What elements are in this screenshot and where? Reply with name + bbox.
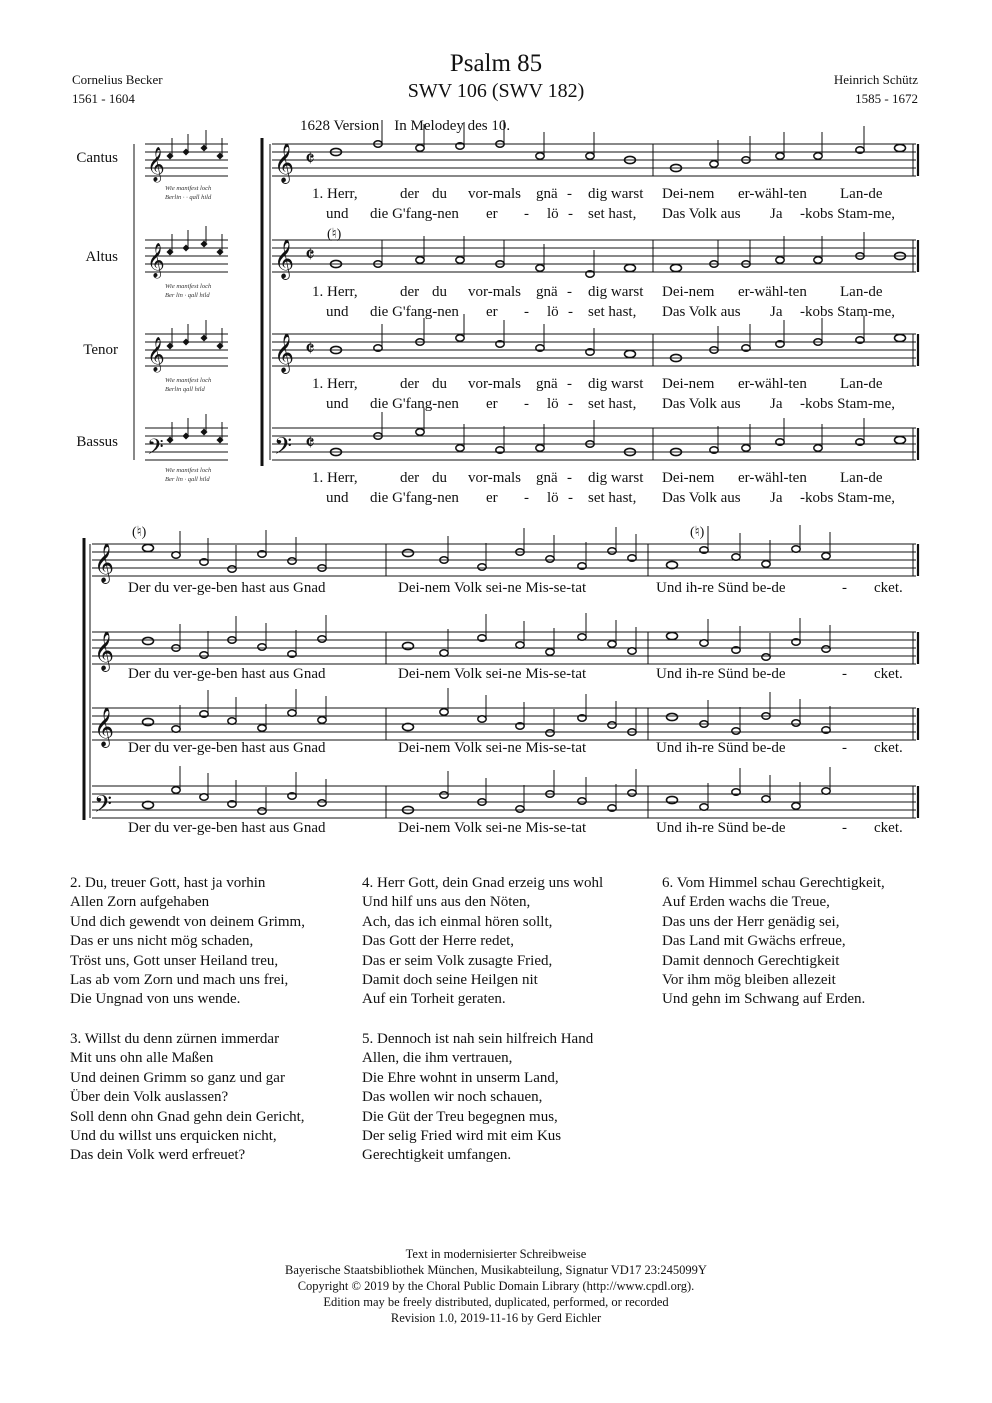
time-signature: 𝄵 [305,337,315,362]
half-note [762,561,770,567]
lyric-syllable: er-wähl-ten [738,186,807,202]
lyric-syllable: dig warst [588,376,644,392]
lyric-syllable: der [400,470,420,486]
incipit-clef: 𝄢 [147,435,164,465]
half-note [546,649,554,655]
whole-note [667,713,678,720]
incipit-text-tenor: Wie manifest loch Berlin qall hild [165,377,212,393]
lyric-syllable: lö [547,206,559,222]
lyric-syllable: -kobs Stam-me, [800,304,895,320]
half-note [200,794,208,800]
half-note [700,804,708,810]
stanza-4: 4. Herr Gott, dein Gnad erzeig uns wohl Und hilf uns aus den Nöten, Ach, das ich einmal hören sollt, Das Gott der Herre redet, Das er seim Volk zusagte Fried, Damit doch seine Heilgen nit Auf ein Torheit geraten. [362,875,604,1008]
whole-note [143,544,154,551]
half-note [536,265,544,271]
editorial-natural-mark: (♮) [690,525,705,540]
clef: 𝄞 [94,707,115,747]
lyric-syllable: die G'fang-nen [370,206,459,222]
lyric-syllable: gnä [536,470,558,486]
half-note [776,257,784,263]
lyric-syllable: - [842,740,847,756]
lyric-syllable: und [326,206,349,222]
lyric-syllable: er [486,490,498,506]
lyric-syllable: Dei-nem [662,376,715,392]
lyric-syllable: vor-mals [468,470,522,486]
half-note [822,646,830,652]
half-note [318,717,326,723]
time-signature: 𝄵 [305,147,315,172]
lyric-syllable: die G'fang-nen [370,396,459,412]
voice-label-cantus: Cantus [76,150,118,166]
whole-note [625,264,636,271]
half-note [478,564,486,570]
lyric-syllable: Das Volk aus [662,304,741,320]
lyric-syllable: gnä [536,186,558,202]
footer-line: Edition may be freely distributed, duplicated, performed, or recorded [323,1295,669,1309]
half-note [318,800,326,806]
lyric-syllable: dig warst [588,284,644,300]
whole-note [667,632,678,639]
lyric-syllable: Dei-nem Volk sei-ne Mis-se-tat [398,666,587,682]
whole-note [895,144,906,151]
stanza-3: 3. Willst du denn zürnen immerdar Mit uns ohn alle Maßen Und deinen Grimm so ganz und gar Über dein Volk auslassen? Soll denn ohn Gnad gehn dein Gericht, Und du willst uns erquicken nicht, Das dein Volk werd erfreuet? [70,1031,305,1164]
half-note [628,790,636,796]
lyric-syllable: set hast, [588,206,637,222]
half-note [814,445,822,451]
lyric-syllable: cket. [874,740,903,756]
lyric-syllable: gnä [536,376,558,392]
half-note [742,445,750,451]
lyric-syllable: dig warst [588,186,644,202]
clef: 𝄢 [274,432,293,465]
lyric-syllable: Und ih-re Sünd be-de [656,820,786,836]
whole-note [895,436,906,443]
lyric-syllable: lö [547,304,559,320]
incipit-text-altus: Wie manifest loch Ber lin · qall hild [165,283,212,299]
lyric-syllable: er-wähl-ten [738,284,807,300]
half-note [776,153,784,159]
lyric-syllable: Das Volk aus [662,206,741,222]
time-signature: 𝄵 [305,243,315,268]
clef: 𝄞 [274,143,295,183]
lyric-syllable: die G'fang-nen [370,490,459,506]
lyric-syllable: cket. [874,580,903,596]
lyric-syllable: du [432,470,447,486]
lyric-syllable: Ja [770,206,783,222]
lyric-syllable: Lan-de [840,376,883,392]
stanza-5: 5. Dennoch ist nah sein hilfreich Hand Allen, die ihm vertrauen, Die Ehre wohnt in unserm Land, Das wollen wir noch schauen, Die Güt der Treu begegnen mus, Der selig Fried wird mit eim Kus Gerechtigkeit umfangen. [362,1031,594,1164]
lyric-syllable: - [524,490,529,506]
clef: 𝄞 [274,333,295,373]
lyric-syllable: set hast, [588,396,637,412]
half-note [172,552,180,558]
half-note [732,728,740,734]
lyric-syllable: er [486,206,498,222]
whole-note [143,718,154,725]
half-note [792,720,800,726]
half-note [172,787,180,793]
lyric-syllable: der [400,376,420,392]
half-note [822,788,830,794]
half-note [478,716,486,722]
half-note [814,153,822,159]
half-note [792,546,800,552]
lyric-syllable: du [432,186,447,202]
lyric-syllable: - [568,490,573,506]
whole-note [895,334,906,341]
lyric-syllable: cket. [874,820,903,836]
incipit-clef: 𝄞 [147,147,165,182]
half-note [456,257,464,263]
lyric-syllable: - [567,186,572,202]
editorial-natural-mark: (♮) [132,525,147,540]
half-note [814,257,822,263]
half-note [732,554,740,560]
voice-label-altus: Altus [85,249,118,265]
half-note [456,335,464,341]
voice-label-bassus: Bassus [76,434,118,450]
lyric-syllable: Der du ver-ge-ben hast aus Gnad [128,580,326,596]
stanza-6: 6. Vom Himmel schau Gerechtigkeit, Auf Erden wachs die Treue, Das uns der Herr genädig sei, Das Land mit Gwächs erfreue, Damit dennoch Gerechtigkeit Vor ihm mög bleiben allezeit Und gehn im Schwang auf Erden. [662,875,885,1008]
stanza-2: 2. Du, treuer Gott, hast ja vorhin Allen Zorn aufgehaben Und dich gewendt von deinem Grimm, Das er uns nicht mög schaden, Tröst uns, Gott unser Heiland treu, Las ab vom Zorn und mach uns frei, Die Ungnad von uns wende. [70,875,305,1008]
lyric-syllable: - [842,666,847,682]
composer-name: Heinrich Schütz [833,72,918,87]
lyric-syllable: Das Volk aus [662,396,741,412]
half-note [258,808,266,814]
half-note [440,792,448,798]
footer-line: Bayerische Staatsbibliothek München, Musikabteilung, Signatur VD17 23:245099Y [285,1263,707,1277]
lyric-syllable: Der du ver-ge-ben hast aus Gnad [128,820,326,836]
lyric-syllable: 1. Herr, [312,376,358,392]
lyric-syllable: 1. Herr, [312,284,358,300]
lyric-syllable: dig warst [588,470,644,486]
lyric-syllable: der [400,284,420,300]
half-note [608,722,616,728]
half-note [416,257,424,263]
whole-note [671,264,682,271]
lyric-syllable: - [567,284,572,300]
editorial-natural-mark: (♮) [327,227,342,242]
lyric-syllable: die G'fang-nen [370,304,459,320]
whole-note [403,642,414,649]
lyric-syllable: vor-mals [468,284,522,300]
half-note [546,730,554,736]
lyric-syllable: - [568,206,573,222]
lyric-syllable: und [326,396,349,412]
half-note [318,636,326,642]
half-note [288,710,296,716]
half-note [762,654,770,660]
lyric-syllable: cket. [874,666,903,682]
poet-dates: 1561 - 1604 [72,91,135,106]
lyric-syllable: - [568,396,573,412]
lyric-syllable: set hast, [588,490,637,506]
lyric-syllable: - [568,304,573,320]
lyric-syllable: Dei-nem Volk sei-ne Mis-se-tat [398,580,587,596]
whole-note [625,350,636,357]
lyric-syllable: - [524,396,529,412]
whole-note [667,796,678,803]
incipit-clef: 𝄞 [147,243,165,278]
half-note [710,161,718,167]
lyric-syllable: Lan-de [840,186,883,202]
half-note [578,634,586,640]
incipit-clef: 𝄞 [147,337,165,372]
lyric-syllable: Dei-nem [662,186,715,202]
lyric-syllable: Dei-nem Volk sei-ne Mis-se-tat [398,820,587,836]
lyric-syllable: Ja [770,304,783,320]
lyric-syllable: er [486,396,498,412]
lyric-syllable: er [486,304,498,320]
lyric-syllable: - [524,206,529,222]
lyric-syllable: - [524,304,529,320]
lyric-syllable: set hast, [588,304,637,320]
half-note [608,548,616,554]
lyric-syllable: er-wähl-ten [738,470,807,486]
voice-label-tenor: Tenor [83,342,118,358]
half-note [628,648,636,654]
half-note [456,445,464,451]
half-note [228,718,236,724]
half-note [440,709,448,715]
lyric-syllable: -kobs Stam-me, [800,490,895,506]
half-note [258,725,266,731]
footer-line: Copyright © 2019 by the Choral Public Domain Library (http://www.cpdl.org). [297,1279,695,1293]
half-note [822,553,830,559]
lyric-syllable: vor-mals [468,186,522,202]
lyric-syllable: Und ih-re Sünd be-de [656,580,786,596]
lyric-syllable: - [567,470,572,486]
lyric-syllable: -kobs Stam-me, [800,206,895,222]
lyric-syllable: lö [547,490,559,506]
lyric-syllable: Ja [770,396,783,412]
half-note [416,145,424,151]
lyric-syllable: lö [547,396,559,412]
incipit-text-bassus: Wie manifest loch Ber lin · qall hild [165,467,212,483]
lyric-syllable: 1. Herr, [312,186,358,202]
catalog-number: SWV 106 (SWV 182) [407,80,585,102]
lyric-syllable: Das Volk aus [662,490,741,506]
composer-dates: 1585 - 1672 [855,91,918,106]
poet-name: Cornelius Becker [72,72,163,87]
incipit-text-cantus: Wie manifest loch Berlin · · qall hild [165,185,212,201]
footer-line: Text in modernisierter Schreibweise [405,1247,587,1261]
lyric-syllable: Lan-de [840,284,883,300]
lyric-syllable: gnä [536,284,558,300]
half-note [608,641,616,647]
lyric-syllable: er-wähl-ten [738,376,807,392]
lyric-syllable: Der du ver-ge-ben hast aus Gnad [128,666,326,682]
lyric-syllable: Und ih-re Sünd be-de [656,740,786,756]
lyric-syllable: du [432,284,447,300]
lyric-syllable: vor-mals [468,376,522,392]
half-note [586,153,594,159]
half-note [546,556,554,562]
lyric-syllable: Ja [770,490,783,506]
half-note [200,652,208,658]
clef: 𝄞 [274,239,295,279]
half-note [516,806,524,812]
piece-title: Psalm 85 [449,50,543,77]
lyric-syllable: -kobs Stam-me, [800,396,895,412]
lyric-syllable: und [326,304,349,320]
lyric-syllable: und [326,490,349,506]
whole-note [143,637,154,644]
half-note [228,566,236,572]
lyric-syllable: - [842,820,847,836]
half-note [536,445,544,451]
time-signature: 𝄵 [305,431,315,456]
lyric-syllable: Dei-nem Volk sei-ne Mis-se-tat [398,740,587,756]
edition-footer [0,1246,992,1326]
half-note [792,803,800,809]
lyric-syllable: Dei-nem [662,470,715,486]
half-note [288,558,296,564]
half-note [762,796,770,802]
lyric-syllable: Lan-de [840,470,883,486]
lyric-syllable: der [400,186,420,202]
half-note [416,429,424,435]
whole-note [403,549,414,556]
half-note [578,798,586,804]
clef: 𝄞 [94,631,115,671]
half-note [258,644,266,650]
half-note [172,726,180,732]
half-note [700,640,708,646]
version-note: 1628 Version In Melodey des 10. [300,118,511,134]
half-note [516,642,524,648]
lyric-syllable: 1. Herr, [312,470,358,486]
footer-line: Revision 1.0, 2019-11-16 by Gerd Eichler [390,1311,602,1325]
clef: 𝄢 [94,790,113,823]
lyric-syllable: - [567,376,572,392]
lyric-syllable: - [842,580,847,596]
lyric-syllable: Der du ver-ge-ben hast aus Gnad [128,740,326,756]
lyric-syllable: Dei-nem [662,284,715,300]
lyric-syllable: du [432,376,447,392]
half-note [440,650,448,656]
clef: 𝄞 [94,543,115,583]
lyric-syllable: Und ih-re Sünd be-de [656,666,786,682]
half-note [536,153,544,159]
